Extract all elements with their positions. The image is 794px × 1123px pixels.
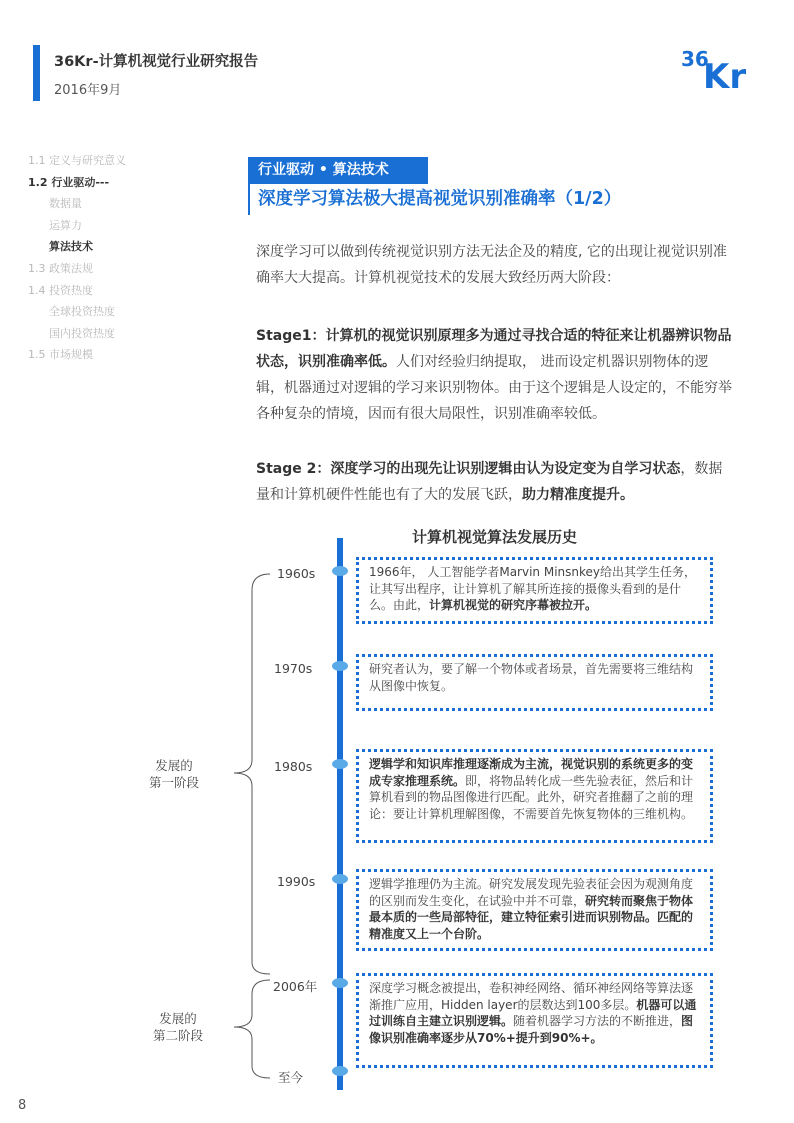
box-bold: 逻辑学和知识库推理逐渐成为主流，视觉识别的系统更多的变成专家推理系统。 [369,757,694,788]
timeline-axis [337,538,343,1090]
timeline-dot [332,661,348,671]
year-label: 2006年 [273,979,318,994]
tag-rule [248,183,428,184]
end-label: 至今 [278,1070,304,1085]
svg-text:Kr: Kr [703,57,747,92]
stage-two-text: 发展的 第二阶段 [152,1011,203,1043]
timeline-dot [332,978,348,988]
box-text: 研究者认为，要了解一个物体或者场景，首先需要将三维结构从图像中恢复。 [369,662,694,693]
timeline-dot [332,759,348,769]
year-label: 1970s [274,661,313,676]
timeline-box-1960s [356,557,713,624]
year-label: 1980s [274,759,313,774]
stage2-paragraph [256,456,732,508]
nav-item-investment[interactable]: 1.4 投资热度 [28,283,93,297]
side-nav [28,150,228,366]
box-bold: 机器可以通过训练自主建立识别逻辑。 [369,997,697,1028]
timeline-box-1990s [356,869,713,951]
nav-item-industry-drivers[interactable]: 1.2 行业驱动--- [28,175,110,189]
nav-item-global-investment[interactable]: 全球投资热度 [49,305,115,319]
box-bold-tail: 图像识别准确率逐步从70%+提升到90%+。 [369,1014,694,1045]
timeline-title: 计算机视觉算法发展历史 [412,528,578,546]
stage-one-text: 发展的 第一阶段 [148,758,199,790]
nav-item-data-volume[interactable]: 数据量 [49,197,82,211]
intro-paragraph: 深度学习可以做到传统视觉识别方法无法企及的精度, 它的出现让视觉识别准确率大大提高。计算机视觉技术的发展大致经历两大阶段： [256,244,727,286]
stage2-bold: Stage 2：深度学习的出现先让识别逻辑由认为设定变为自学习状态 [256,461,681,477]
stage1-paragraph [256,323,732,427]
timeline-box-2006 [356,973,713,1068]
tag-rule-vertical [248,183,250,215]
box-bold: 研究转而聚焦于物体最本质的一些局部特征，建立特征索引进而识别物品。匹配的精准度又上一个台阶。 [369,893,694,941]
year-label: 1960s [277,566,316,581]
nav-item-definition[interactable]: 1.1 定义与研究意义 [28,154,126,167]
timeline-dot [332,1066,348,1076]
svg-text:36: 36 [681,47,709,71]
timeline-dot [332,874,348,884]
stage2-bold-tail: 助力精准度提升。 [522,487,634,503]
timeline-box-1980s [356,749,713,843]
nav-item-market-size[interactable]: 1.5 市场规模 [28,348,93,362]
report-title: 36Kr-计算机视觉行业研究报告 [54,54,259,70]
stage-brace [230,570,270,1090]
box-bold: 计算机视觉的研究序幕被拉开。 [429,598,598,612]
nav-item-policy[interactable]: 1.3 政策法规 [28,261,93,275]
timeline-box-1970s [356,654,713,711]
box-text: 即，将物品转化成一些先验表征，然后和计算机看到的物品图像进行匹配。此外，研究者推翻了之前的理论：要让计算机理解图像，不需要首先恢复物体的三维机构。 [369,773,694,821]
nav-item-computing-power[interactable]: 运算力 [49,218,82,232]
stage1-bold: Stage1：计算机的视觉识别原理多为通过寻找合适的特征来让机器辨识物品状态，识别准确率低。 [256,328,732,370]
box-text: 逻辑学推理仍为主流。研究发展发现先验表征会因为观测角度的区别而发生变化，在试验中并不可靠， [369,877,694,908]
stage-two-label [138,1010,218,1044]
nav-item-domestic-investment[interactable]: 国内投资热度 [49,326,115,340]
section-tag: 行业驱动 • 算法技术 [248,157,428,183]
36kr-logo [681,42,765,92]
year-label: 1990s [277,874,316,889]
header-accent-bar [33,45,40,101]
stage2-text: ，数据量和计算机硬件性能也有了大的发展飞跃， [256,461,723,503]
stage-one-label [134,757,214,791]
box-text: 1966年， 人工智能学者Marvin Minsnkey给出其学生任务，让其写出程序，让计算机了解其所连接的摄像头看到的是什么。由此， [369,565,697,612]
timeline-dot [332,566,348,576]
box-text: 深度学习概念被提出，卷积神经网络、循环神经网络等算法逐渐推广应用，Hidden layer的层数达到100多层。 [369,981,694,1012]
box-tail: 随着机器学习方法的不断推进， [513,1014,682,1028]
stage1-text: 人们对经验归纳提取， 进而设定机器识别物体的逻辑，机器通过对逻辑的学习来识别物体。由于这个逻辑是人设定的，不能穷举各种复杂的情境，因而有很大局限性，识别准确率较低。 [256,354,732,422]
page-number: 8 [18,1098,27,1113]
page-headline: 深度学习算法极大提高视觉识别准确率（1/2） [258,189,622,209]
nav-item-algorithm-tech[interactable]: 算法技术 [49,240,93,254]
report-date: 2016年9月 [54,83,122,98]
